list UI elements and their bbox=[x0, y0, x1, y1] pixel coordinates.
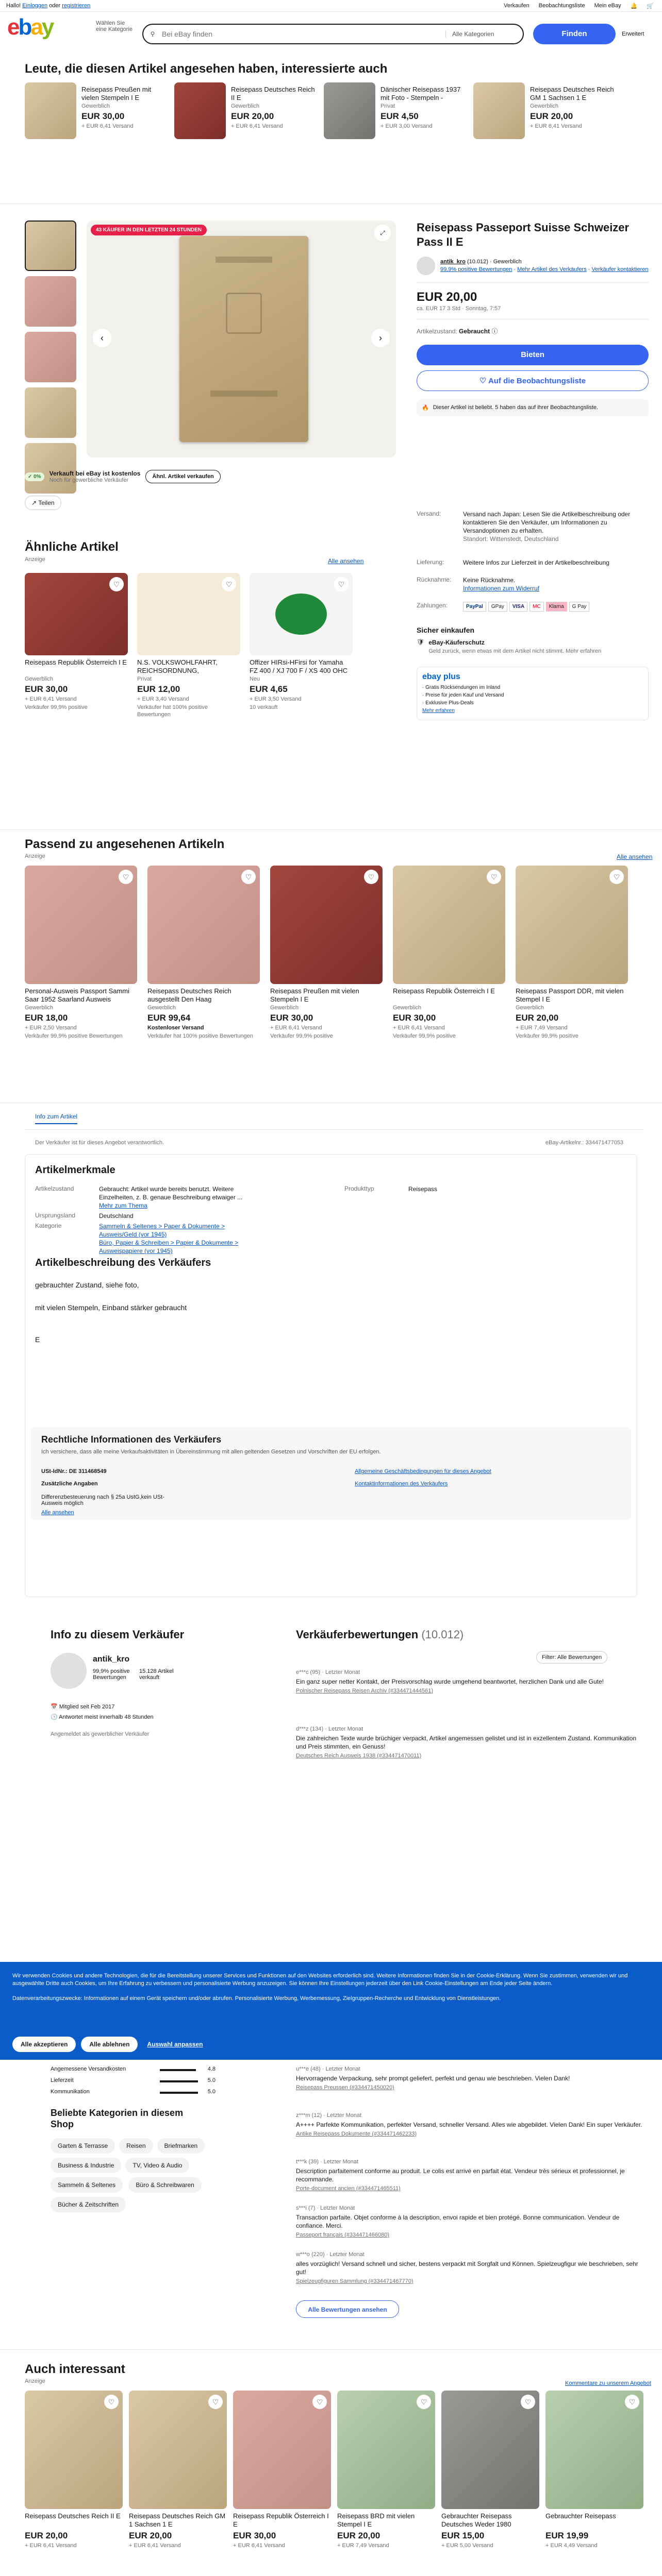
heart-icon[interactable]: ♡ bbox=[487, 870, 501, 884]
description-title: Artikelbeschreibung des Verkäufers bbox=[35, 1257, 211, 1268]
shipping-info: Versand: Versand nach Japan: Lesen Sie die Artikelbeschreibung oder kontaktieren Sie den Verkäufer, um Informationen zu Versandoptionen zu erhalten. Standort: Wittenstedt, Deutschland Lieferung: Weitere Infos zur Lieferzeit in der Artikelbeschreibung Rücknahme: Keine Rücknahme. Informationen zum Widerruf Zahlungen: PayPal GPay VISA MC Klarna G Pay Sicher einkaufen 🛡 eBay-Käuferschutz Geld zurück, wenn etwas mit dem Artikel nicht stimmt. Mehr erfahren ebay plus · Gratis Rücksendungen im Inland · Preise für jeden Kauf und Versand · Exklusive Plus-Deals Mehr erfahren bbox=[417, 510, 649, 720]
category-select[interactable]: Wählen Sie eine Kategorie bbox=[96, 20, 133, 32]
similar-item[interactable]: ♡ Offizer HIRsi-HFirsi for Yamaha FZ 400 / XJ 700 F / XS 400 OHC Neu EUR 4,65 + EUR 3,50 Versand 10 verkauft bbox=[250, 573, 353, 718]
legal-title: Rechtliche Informationen des Verkäufers bbox=[41, 1434, 222, 1445]
thumbnail-strip bbox=[25, 221, 81, 494]
matching-section-title: Passend zu angesehenen Artikeln bbox=[25, 837, 225, 851]
gallery-thumbnail[interactable] bbox=[25, 387, 76, 438]
returns-link[interactable]: Informationen zum Widerruf bbox=[463, 585, 540, 592]
item-title: Reisepass Deutsches Reich II E bbox=[231, 86, 315, 101]
detail-ratings: Angemessene Versandkosten 4.8 Lieferzeit 5.0 Kommunikation 5.0 bbox=[51, 2066, 216, 2095]
product-card[interactable]: ♡ Reisepass Deutsches Reich II E EUR 20,00 + EUR 6,41 Versand bbox=[25, 2391, 123, 2549]
condition-more-link[interactable]: Mehr zum Thema bbox=[99, 1202, 147, 1209]
ad-label: Anzeige bbox=[25, 2378, 45, 2384]
klarna-icon: Klarna bbox=[546, 602, 567, 612]
top-bar bbox=[0, 0, 662, 11]
feedback-item: e***c (95) · Letzter Monat Ein ganz super netter Kontakt, der Preisvorschlag wurde umgehend beantwortet, herzlichen Dank und alle Gute! Polnischer Reisepass Reisen Archiv (#334471444561) bbox=[296, 1669, 604, 1694]
popularity-badge: 43 KÄUFER IN DEN LETZTEN 24 STUNDEN bbox=[91, 225, 207, 235]
signin-link[interactable]: Einloggen bbox=[22, 3, 48, 9]
seller-avatar bbox=[417, 257, 435, 275]
seller-section-title: Info zu diesem Verkäufer bbox=[51, 1628, 185, 1641]
feedback-item: t***k (39) · Letzter Monat Description parfaitement conforme au produit. Le colis est arrivé en parfait état. Vendeur très sérieux et professionnel, je recommande. Porte-document ancien (#334471465511) bbox=[296, 2159, 625, 2192]
heart-icon[interactable]: ♡ bbox=[241, 870, 256, 884]
watchlist-button[interactable]: ♡ Auf die Beobachtungsliste bbox=[417, 370, 649, 391]
visa-icon: VISA bbox=[509, 602, 527, 612]
watchlist-link[interactable]: Beobachtungsliste bbox=[538, 3, 585, 9]
all-feedback-button[interactable]: Alle Bewertungen ansehen bbox=[296, 2300, 399, 2318]
terms-link[interactable]: Allgemeine Geschäftsbedingungen für dieses Angebot bbox=[355, 1468, 491, 1475]
info-icon[interactable]: ⓘ bbox=[491, 328, 498, 335]
matching-item[interactable]: ♡ Personal-Ausweis Passport Sammi Saar 1952 Saarland Ausweis Gewerblich EUR 18,00 + EUR 2,50 Versand Verkäufer 99,9% positive Bewertungen bbox=[25, 866, 137, 1040]
register-link[interactable]: registrieren bbox=[62, 3, 91, 9]
expand-icon[interactable]: ⤢ bbox=[374, 225, 391, 241]
recent-item[interactable] bbox=[25, 82, 174, 139]
item-price: EUR 4,50 bbox=[380, 111, 419, 121]
rating-bar bbox=[160, 2069, 196, 2071]
item-condition: Gewerblich bbox=[530, 103, 559, 109]
category-chip[interactable]: Bücher & Zeitschriften bbox=[51, 2197, 126, 2212]
ebay-plus-box: ebay plus · Gratis Rücksendungen im Inland · Preise für jeden Kauf und Versand · Exklusive Plus-Deals Mehr erfahren bbox=[417, 667, 649, 720]
category-chip[interactable]: Briefmarken bbox=[157, 2138, 205, 2154]
manage-cookies-link[interactable]: Auswahl anpassen bbox=[147, 2041, 203, 2048]
description-line: E bbox=[35, 1335, 40, 1344]
feedback-item: u***e (48) · Letzter Monat Hervorragende Verpackung, sehr prompt geliefert, perfekt und genau wie beschrieben. Vielen Dank! Reisepass Preussen (#334471450020) bbox=[296, 2066, 570, 2091]
item-thumbnail bbox=[25, 82, 76, 139]
rating-bar bbox=[160, 2092, 198, 2094]
category-chip[interactable]: TV, Video & Audio bbox=[125, 2158, 189, 2173]
seller-contact-link[interactable]: Kontaktinformationen des Verkäufers bbox=[355, 1481, 448, 1487]
product-image bbox=[275, 594, 327, 635]
seller-name[interactable]: antik_kro bbox=[93, 1655, 130, 1664]
item-title: Reisepass Preußen mit vielen Stempeln I E bbox=[81, 86, 152, 101]
header bbox=[0, 12, 662, 41]
gpay-icon: GPay bbox=[488, 602, 507, 612]
vat-number: USt-IdNr.: DE 311468549 bbox=[41, 1468, 107, 1475]
recent-item[interactable] bbox=[473, 82, 623, 139]
mastercard-icon: MC bbox=[529, 602, 544, 612]
share-button[interactable]: ↗ Teilen bbox=[25, 496, 61, 510]
bid-button[interactable]: Bieten bbox=[417, 345, 649, 365]
heart-icon[interactable]: ♡ bbox=[208, 2395, 223, 2409]
heart-icon: ♡ bbox=[479, 377, 487, 385]
heart-icon[interactable]: ♡ bbox=[521, 2395, 535, 2409]
heart-icon[interactable]: ♡ bbox=[104, 2395, 119, 2409]
responsibility-note: Der Verkäufer ist für dieses Angebot verantwortlich. bbox=[35, 1140, 164, 1146]
similar-item[interactable]: ♡ N.S. VOLKSWOHLFAHRT, REICHSORDNUNG, Privat EUR 12,00 + EUR 3,40 Versand Verkäufer hat 100% positive Bewertungen bbox=[137, 573, 240, 718]
cookie-banner bbox=[0, 1962, 662, 2060]
matching-see-all-link[interactable]: Alle ansehen bbox=[617, 853, 653, 860]
category-chip[interactable]: Garten & Terrasse bbox=[51, 2138, 115, 2154]
listing-title: Reisepass Passeport Suisse Schweizer Pass II E bbox=[417, 221, 630, 248]
category-chips bbox=[51, 2138, 236, 2216]
prev-image-button[interactable]: ‹ bbox=[93, 329, 111, 347]
product-card[interactable]: ♡ Reisepass Deutsches Reich GM 1 Sachsen 1 E EUR 20,00 + EUR 6,41 Versand bbox=[129, 2391, 227, 2549]
advanced-search-link[interactable]: Erweitert bbox=[622, 31, 644, 37]
seller-name-link[interactable]: antik_kro bbox=[440, 259, 466, 265]
heart-icon[interactable]: ♡ bbox=[609, 870, 624, 884]
similar-see-all-link[interactable]: Alle ansehen bbox=[328, 557, 364, 565]
matching-item[interactable]: ♡ Reisepass Deutsches Reich ausgestellt Den Haag Gewerblich EUR 99,64 Kostenloser Versand Verkäufer hat 100% positive Bewertungen bbox=[147, 866, 260, 1040]
item-shipping: + EUR 3,00 Versand bbox=[380, 123, 433, 129]
matching-item[interactable]: ♡ Reisepass Passport DDR, mit vielen Stempel I E Gewerblich EUR 20,00 + EUR 7,49 Versand Verkäufer 99,9% positive bbox=[516, 866, 628, 1040]
product-card[interactable]: ♡ Reisepass BRD mit vielen Stempel I E EUR 20,00 + EUR 7,49 Versand bbox=[337, 2391, 435, 2549]
feedback-item: z***m (12) · Letzter Monat A++++ Parfekte Kommunikation, perfekter Versand, schneller Versand. Alles wie abgebildet. Vielen Dank! Ein super Verkäufer. Antike Reisepass Dokumente (#334471462233) bbox=[296, 2112, 642, 2137]
category-chip[interactable]: Reisen bbox=[119, 2138, 153, 2154]
item-price: EUR 20,00 bbox=[231, 111, 274, 121]
heart-icon[interactable]: ♡ bbox=[334, 577, 349, 591]
extra-info-label: Zusätzliche Angaben bbox=[41, 1481, 98, 1487]
sell-similar-button[interactable]: Ähnl. Artikel verkaufen bbox=[145, 470, 220, 483]
similar-item[interactable]: ♡ Reisepass Republik Österreich I E Gewerblich EUR 30,00 + EUR 6,41 Versand Verkäufer 99,9% positive bbox=[25, 573, 128, 718]
bell-icon[interactable]: 🔔 bbox=[630, 3, 638, 9]
recent-item[interactable] bbox=[174, 82, 324, 139]
category-chip[interactable]: Business & Industrie bbox=[51, 2158, 121, 2173]
matching-item[interactable]: ♡ Reisepass Republik Österreich I E Gewerblich EUR 30,00 + EUR 6,41 Versand Verkäufer 99,9% positive bbox=[393, 866, 505, 1040]
ad-label: Anzeige bbox=[25, 556, 45, 563]
contact-seller-link[interactable]: Verkäufer kontaktieren bbox=[591, 266, 649, 273]
sell-badge-icon: ✓ 0% bbox=[25, 472, 44, 481]
heart-icon[interactable]: ♡ bbox=[119, 870, 133, 884]
googlepay-icon: G Pay bbox=[569, 602, 590, 612]
category-chip[interactable]: Sammeln & Seltenes bbox=[51, 2177, 123, 2193]
payment-methods bbox=[463, 602, 589, 612]
recent-items-row bbox=[25, 82, 623, 139]
heart-icon[interactable]: ♡ bbox=[364, 870, 378, 884]
matching-items-row bbox=[25, 866, 628, 1040]
seller-card: antik_kro (10.012) · Gewerblich 99,9% positive Bewertungen · Mehr Artikel des Verkäufers · Verkäufer kontaktieren bbox=[417, 257, 649, 275]
item-thumbnail bbox=[324, 82, 375, 139]
heart-icon[interactable]: ♡ bbox=[312, 2395, 327, 2409]
item-thumbnail bbox=[174, 82, 226, 139]
gallery-thumbnail[interactable] bbox=[25, 276, 76, 327]
gallery-thumbnail[interactable] bbox=[25, 443, 76, 494]
item-price: EUR 20,00 bbox=[417, 290, 477, 304]
also-interesting-title: Auch interessant bbox=[25, 2362, 125, 2376]
spec-category: Kategorie Sammeln & Seltenes > Paper & Dokumente > Ausweis/Geld (vor 1945) Büro, Papier & Schreiben > Papier & Dokumente > Ausweispapiere (vor 1945) bbox=[35, 1222, 239, 1255]
search-icon: ⚲ bbox=[150, 30, 155, 38]
share-icon: ↗ bbox=[31, 499, 37, 506]
signin-greeting: Hallo! Einloggen oder registrieren bbox=[6, 3, 91, 9]
reject-all-button[interactable]: Alle ablehnen bbox=[81, 2037, 138, 2052]
search-box[interactable] bbox=[142, 24, 524, 44]
also-interesting-row1 bbox=[25, 2391, 643, 2549]
feedback-item: d***z (134) · Letzter Monat Die zahlreichen Texte wurde brüchiger verpackt, Artikel angemessen gelistet und ist in exzellentem Zustand. Kommunikation und Preis stimmten, ein Genuss! Deutsches Reich Ausweis 1938 (#334471470011) bbox=[296, 1726, 637, 1759]
specifics-title: Artikelmerkmale bbox=[35, 1164, 115, 1176]
cookie-text: Wir verwenden Cookies und andere Technologien, die für die Bereitstellung unserer Services und Funktionen auf den Websites erforderlich sind. Weitere Informationen finden Sie in der Cookie-Erklärung. Wenn Sie zustimmen, verwenden wir und ausgewählte Dritte auch Cookies, um Ihre Erfahrung zu verbessern und personalisierte Werbung anzuzeigen. Sie können Ihre Einstellungen jederzeit über den Link Cookie-Einstellungen am Ende jeder Seite ändern. bbox=[12, 1973, 628, 1987]
popular-categories-title: Beliebte Kategorien in diesem Shop bbox=[51, 2108, 184, 2129]
category-chip[interactable]: Büro & Schreibwaren bbox=[128, 2177, 201, 2193]
sell-promo: ✓ 0% Verkauft bei eBay ist kostenlos Noch für gewerbliche Verkäufer Ähnl. Artikel verkaufen bbox=[25, 470, 221, 483]
positive-feedback-link[interactable]: 99,9% positive Bewertungen bbox=[440, 266, 512, 273]
ebay-plus-logo: ebay plus bbox=[422, 672, 460, 681]
matching-item[interactable]: ♡ Reisepass Preußen mit vielen Stempeln I E Gewerblich EUR 30,00 + EUR 6,41 Versand Verkäufer 99,9% positive bbox=[270, 866, 383, 1040]
gallery-thumbnail[interactable] bbox=[25, 332, 76, 382]
search-input[interactable] bbox=[162, 30, 445, 38]
feedback-filter[interactable]: Filter: Alle Bewertungen bbox=[536, 1651, 607, 1664]
item-condition: Privat bbox=[380, 103, 395, 109]
legal-intro: Ich versichere, dass alle meine Verkaufsaktivitäten in Übereinstimmung mit allen geltenden Gesetzen und Vorschriften der EU erfolgen. bbox=[41, 1449, 381, 1455]
popular-notice: 🔥 Dieser Artikel ist beliebt. 5 haben das auf ihrer Beobachtungsliste. bbox=[417, 399, 649, 416]
seller-avatar bbox=[51, 1653, 87, 1689]
next-image-button[interactable]: › bbox=[371, 329, 390, 347]
paypal-icon: PayPal bbox=[463, 602, 486, 612]
all-categories-dropdown[interactable]: Alle Kategorien bbox=[445, 30, 523, 38]
item-condition: Gewerblich bbox=[231, 103, 260, 109]
passport-image bbox=[179, 236, 308, 442]
clock-icon: 🕓 bbox=[51, 1714, 58, 1720]
ebay-logo[interactable]: ebay bbox=[7, 14, 53, 40]
response-time: 🕓 Antwortet meist innerhalb 48 Stunden bbox=[51, 1714, 154, 1720]
item-condition: Gewerblich bbox=[81, 103, 110, 109]
spec-product-type: Produkttyp Reisepass bbox=[344, 1185, 438, 1193]
ad-feedback-link[interactable]: Kommentare zu unserem Angebot bbox=[565, 2380, 651, 2386]
legal-note: Differenzbesteuerung nach § 25a UstG,kein USt-Ausweis möglich bbox=[41, 1494, 164, 1506]
heart-icon[interactable]: ♡ bbox=[222, 577, 236, 591]
ebay-plus-more-link[interactable]: Mehr erfahren bbox=[422, 708, 455, 714]
spec-origin: Ursprungsland Deutschland bbox=[35, 1212, 134, 1219]
item-shipping: + EUR 6,41 Versand bbox=[81, 123, 134, 129]
gallery-thumbnail[interactable] bbox=[25, 221, 76, 271]
description-line: mit vielen Stempeln, Einband stärker gebraucht bbox=[35, 1303, 187, 1312]
product-card[interactable]: ♡ Gebrauchter Reisepass EUR 19,99 + EUR 4,49 Versand bbox=[545, 2391, 643, 2549]
feedback-title: Verkäuferbewertungen (10.012) bbox=[296, 1628, 464, 1641]
rating-bar bbox=[160, 2080, 198, 2082]
heart-icon[interactable]: ♡ bbox=[625, 2395, 639, 2409]
heart-icon[interactable]: ♡ bbox=[109, 577, 124, 591]
feedback-item: w***o (220) · Letzter Monat alles vorzüglich! Versand schnell und sicher, bestens verpackt mit Sorgfalt und Können. Spielzeugfigur wie beschrieben, sehr gut! Spielzeugfiguren Sammlung (#334471467770) bbox=[296, 2251, 638, 2284]
item-title: Reisepass Deutsches Reich GM 1 Sachsen 1 E bbox=[530, 86, 614, 101]
recent-section-title: Leute, die diesen Artikel angesehen haben, interessierte auch bbox=[25, 62, 388, 76]
my-ebay-link[interactable]: Mein eBay bbox=[594, 3, 621, 9]
cookie-text: Datenverarbeitungszwecke: Informationen auf einem Gerät speichern und/oder abrufen. Personalisierte Werbung, Werbemessung, Zielgruppen-Recherche und Entwicklung von Dienstleistungen. bbox=[12, 1995, 501, 2002]
search-button[interactable]: Finden bbox=[533, 24, 616, 44]
similar-section-title: Ähnliche Artikel bbox=[25, 540, 119, 554]
shield-icon: 🛡 bbox=[417, 638, 425, 646]
legal-more-link[interactable]: Alle ansehen bbox=[41, 1510, 74, 1516]
cart-icon[interactable]: 🛒 bbox=[647, 3, 654, 9]
feedback-item: s***i (7) · Letzter Monat Transaction parfaite. Objet conforme à la description, envoi rapide et bien protégé. Bonne communication. Vendeur de confiance. Merci. Passeport français (#334471466080) bbox=[296, 2205, 620, 2238]
item-thumbnail bbox=[473, 82, 525, 139]
ad-label: Anzeige bbox=[25, 853, 45, 859]
category-link[interactable]: Büro, Papier & Schreiben > Papier & Dokumente > Ausweispapiere (vor 1945) bbox=[99, 1239, 239, 1255]
item-price: EUR 30,00 bbox=[81, 111, 125, 121]
product-card[interactable]: ♡ Reisepass Republik Österreich I E EUR 30,00 + EUR 6,41 Versand bbox=[233, 2391, 331, 2549]
price-subtext: ca. EUR 17 3 Std · Sonntag, 7:57 bbox=[417, 306, 501, 312]
recent-item[interactable] bbox=[324, 82, 473, 139]
condition-value: Gebraucht bbox=[459, 328, 490, 335]
calendar-icon: 📅 bbox=[51, 1704, 58, 1710]
flame-icon: 🔥 bbox=[422, 405, 429, 411]
sell-link[interactable]: Verkaufen bbox=[504, 3, 529, 9]
accept-all-button[interactable]: Alle akzeptieren bbox=[12, 2037, 76, 2052]
item-shipping: + EUR 6,41 Versand bbox=[231, 123, 283, 129]
item-title: Dänischer Reisepass 1937 mit Foto - Stempeln - bbox=[380, 86, 461, 101]
item-number: eBay-Artikelnr.: 334471477053 bbox=[545, 1140, 624, 1146]
item-price: EUR 20,00 bbox=[530, 111, 573, 121]
heart-icon[interactable]: ♡ bbox=[417, 2395, 431, 2409]
category-link[interactable]: Sammeln & Seltenes > Paper & Dokumente > Ausweis/Geld (vor 1945) bbox=[99, 1223, 225, 1238]
product-card[interactable]: ♡ Gebrauchter Reisepass Deutsches Weder 1980 EUR 15,00 + EUR 5,00 Versand bbox=[441, 2391, 539, 2549]
spec-condition: Artikelzustand Gebraucht: Artikel wurde bereits benutzt. Weitere Einzelheiten, z. B. genaue Beschreibung etwaiger ... Mehr zum Thema bbox=[35, 1185, 243, 1209]
similar-items-row bbox=[25, 573, 353, 718]
item-shipping: + EUR 6,41 Versand bbox=[530, 123, 582, 129]
description-line: gebrauchter Zustand, siehe foto, bbox=[35, 1281, 139, 1289]
seller-other-items-link[interactable]: Mehr Artikel des Verkäufers bbox=[517, 266, 587, 273]
tab-info[interactable]: Info zum Artikel bbox=[35, 1113, 77, 1124]
main-image[interactable] bbox=[87, 221, 396, 457]
member-since: 📅 Mitglied seit Feb 2017 bbox=[51, 1704, 115, 1710]
